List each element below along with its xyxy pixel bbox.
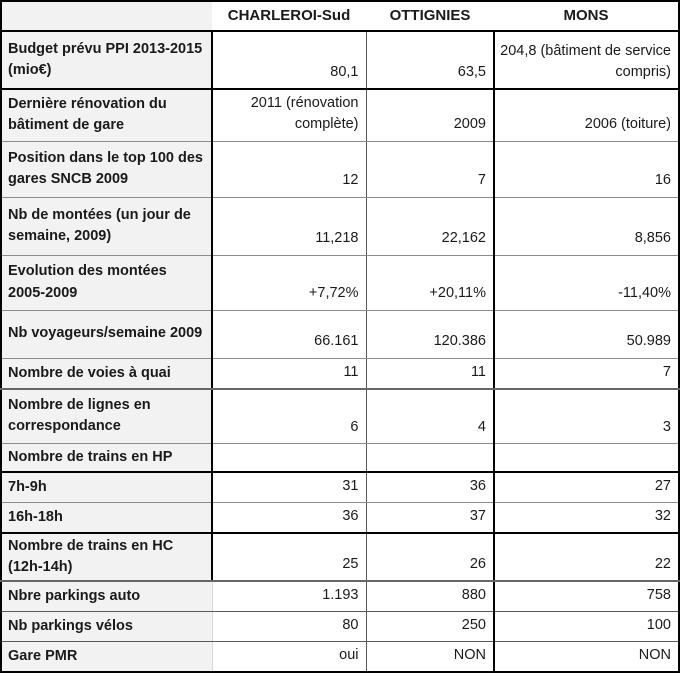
column-header-ottignies: OTTIGNIES bbox=[366, 1, 494, 31]
cell-ottignies: 26 bbox=[366, 533, 494, 581]
row-label: Nb parkings vélos bbox=[1, 611, 212, 641]
cell-ottignies: 22,162 bbox=[366, 197, 494, 255]
cell-charleroi: 1.193 bbox=[212, 581, 366, 612]
cell-ottignies: 11 bbox=[366, 358, 494, 389]
cell-ottignies: 120.386 bbox=[366, 310, 494, 358]
table-row-trains-hc bbox=[1, 533, 679, 581]
cell-charleroi: 2011 (rénovation complète) bbox=[212, 89, 366, 141]
cell-charleroi bbox=[212, 444, 366, 472]
cell-mons: 100 bbox=[494, 611, 679, 641]
row-label: Budget prévu PPI 2013-2015 (mio€) bbox=[1, 31, 212, 89]
cell-ottignies: 2009 bbox=[366, 89, 494, 141]
row-label: Nombre de lignes en correspondance bbox=[1, 389, 212, 444]
row-label: Nombre de trains en HP bbox=[1, 444, 212, 472]
cell-mons bbox=[494, 444, 679, 472]
cell-ottignies: 63,5 bbox=[366, 31, 494, 89]
table-row-7h-9h bbox=[1, 472, 679, 503]
cell-charleroi: 80,1 bbox=[212, 31, 366, 89]
cell-mons: 27 bbox=[494, 472, 679, 503]
row-label: Nb voyageurs/semaine 2009 bbox=[1, 310, 212, 358]
table-row-16h-18h bbox=[1, 502, 679, 533]
row-label: Position dans le top 100 des gares SNCB 2009 bbox=[1, 141, 212, 197]
cell-charleroi: 11 bbox=[212, 358, 366, 389]
cell-mons: 3 bbox=[494, 389, 679, 444]
cell-charleroi: 11,218 bbox=[212, 197, 366, 255]
table-row-parkings-auto bbox=[1, 581, 679, 612]
cell-mons: 32 bbox=[494, 502, 679, 533]
table-row-gare-pmr bbox=[1, 641, 679, 672]
column-header-mons: MONS bbox=[494, 1, 679, 31]
row-label: Nombre de trains en HC (12h-14h) bbox=[1, 533, 212, 581]
table-row-lignes-correspondance bbox=[1, 389, 679, 444]
cell-mons: 50.989 bbox=[494, 310, 679, 358]
cell-ottignies: +20,11% bbox=[366, 255, 494, 310]
row-label: Nbre parkings auto bbox=[1, 581, 212, 612]
cell-mons: 7 bbox=[494, 358, 679, 389]
table-row-position-top100 bbox=[1, 141, 679, 197]
cell-charleroi: 80 bbox=[212, 611, 366, 641]
cell-ottignies: 7 bbox=[366, 141, 494, 197]
cell-mons: 204,8 (bâtiment de service compris) bbox=[494, 31, 679, 89]
cell-charleroi: 6 bbox=[212, 389, 366, 444]
cell-mons: 8,856 bbox=[494, 197, 679, 255]
column-header-charleroi: CHARLEROI-Sud bbox=[212, 1, 366, 31]
cell-mons: NON bbox=[494, 641, 679, 672]
table-row-evolution bbox=[1, 255, 679, 310]
cell-ottignies: 880 bbox=[366, 581, 494, 612]
cell-mons: 758 bbox=[494, 581, 679, 612]
cell-charleroi: +7,72% bbox=[212, 255, 366, 310]
cell-ottignies: 37 bbox=[366, 502, 494, 533]
cell-mons: 2006 (toiture) bbox=[494, 89, 679, 141]
table-row-voyageurs bbox=[1, 310, 679, 358]
cell-ottignies: 250 bbox=[366, 611, 494, 641]
cell-charleroi: 66.161 bbox=[212, 310, 366, 358]
cell-ottignies: NON bbox=[366, 641, 494, 672]
cell-mons: -11,40% bbox=[494, 255, 679, 310]
cell-charleroi: 12 bbox=[212, 141, 366, 197]
header-row bbox=[1, 1, 679, 31]
row-label: Nombre de voies à quai bbox=[1, 358, 212, 389]
cell-charleroi: 25 bbox=[212, 533, 366, 581]
table-row-parkings-velos bbox=[1, 611, 679, 641]
cell-ottignies: 36 bbox=[366, 472, 494, 503]
row-label: Dernière rénovation du bâtiment de gare bbox=[1, 89, 212, 141]
row-label: Gare PMR bbox=[1, 641, 212, 672]
table-row-budget bbox=[1, 31, 679, 89]
cell-charleroi: 31 bbox=[212, 472, 366, 503]
corner-header-cell bbox=[1, 1, 212, 31]
cell-mons: 16 bbox=[494, 141, 679, 197]
row-label: Nb de montées (un jour de semaine, 2009) bbox=[1, 197, 212, 255]
table-row-montees bbox=[1, 197, 679, 255]
cell-ottignies bbox=[366, 444, 494, 472]
cell-charleroi: 36 bbox=[212, 502, 366, 533]
cell-charleroi: oui bbox=[212, 641, 366, 672]
cell-ottignies: 4 bbox=[366, 389, 494, 444]
table-row-trains-hp bbox=[1, 444, 679, 472]
row-label: Evolution des montées 2005-2009 bbox=[1, 255, 212, 310]
row-label: 7h-9h bbox=[1, 472, 212, 503]
table-row-renovation bbox=[1, 89, 679, 141]
row-label: 16h-18h bbox=[1, 502, 212, 533]
table-row-voies-quai bbox=[1, 358, 679, 389]
cell-mons: 22 bbox=[494, 533, 679, 581]
